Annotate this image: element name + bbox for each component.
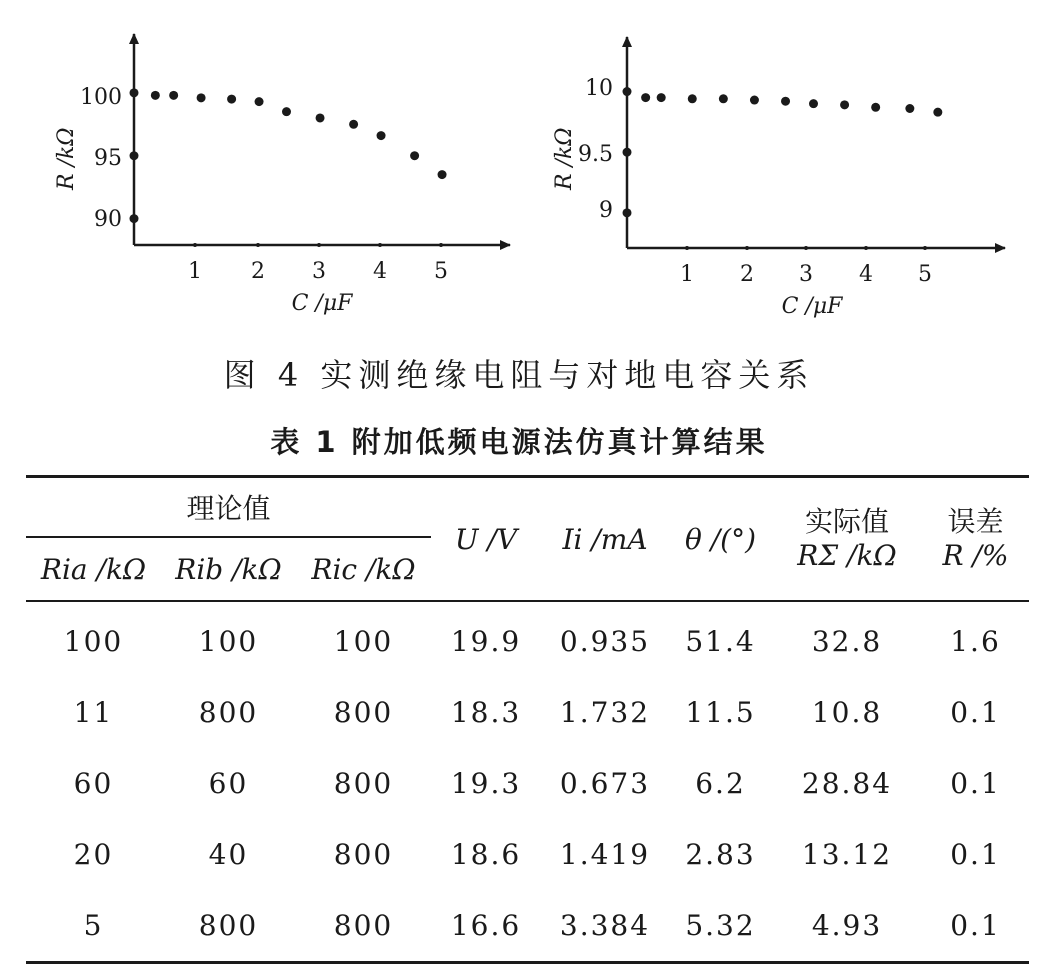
right-chart-y-axis-point xyxy=(623,148,632,157)
right-chart-xlabel: C /μF xyxy=(781,294,843,319)
left-chart-data-point xyxy=(255,97,264,106)
left-chart-data-point xyxy=(349,120,358,129)
table-row xyxy=(26,819,1029,890)
right-chart-x-tick-mark xyxy=(685,246,689,250)
left-chart-y-axis-point xyxy=(130,88,139,97)
header-actual-line1: 实际值 xyxy=(804,505,889,538)
left-chart-x-tick-mark xyxy=(378,243,382,247)
header-ria: Ria /kΩ xyxy=(26,537,161,601)
table-row xyxy=(26,601,1029,677)
right-chart-xtick-1: 1 xyxy=(680,262,694,287)
left-chart-y-axis-point xyxy=(130,151,139,160)
right-chart-data-point xyxy=(781,97,790,106)
table-cell: 0.1 xyxy=(950,767,1001,800)
table-cell: 19.9 xyxy=(450,625,522,658)
left-chart-data-point xyxy=(316,113,325,122)
left-chart-ytick-90: 90 xyxy=(94,207,122,232)
table-cell: 800 xyxy=(333,696,394,729)
header-ric: Ric /kΩ xyxy=(296,537,431,601)
table-cell: 60 xyxy=(208,767,249,800)
table-cell: 40 xyxy=(208,838,249,871)
left-chart-data-point xyxy=(282,107,291,116)
table-cell: 2.83 xyxy=(685,838,756,871)
table-title: 表 1 附加低频电源法仿真计算结果 xyxy=(270,425,768,459)
left-chart-data-point xyxy=(169,91,178,100)
left-chart-xtick-5: 5 xyxy=(434,259,448,284)
table-cell: 1.6 xyxy=(950,625,1001,658)
right-chart-xtick-5: 5 xyxy=(918,262,932,287)
left-chart-ytick-100: 100 xyxy=(80,85,122,110)
table-cell: 0.1 xyxy=(950,696,1001,729)
table-cell: 1.419 xyxy=(559,838,651,871)
header-error xyxy=(922,477,1029,602)
left-chart-xlabel: C /μF xyxy=(291,291,353,316)
left-chart-ylabel: R /kΩ xyxy=(54,127,79,190)
right-chart-data-point xyxy=(905,104,914,113)
figure-4-charts xyxy=(0,0,1038,345)
table-cell: 28.84 xyxy=(801,767,893,800)
table-cell: 4.93 xyxy=(811,909,883,942)
right-chart-x-tick-mark xyxy=(923,246,927,250)
header-error-line2: R /% xyxy=(942,539,1009,572)
table-row xyxy=(26,748,1029,819)
right-chart xyxy=(552,37,1005,319)
table-cell: 800 xyxy=(333,838,394,871)
header-voltage: U /V xyxy=(431,477,541,602)
right-chart-x-tick-mark xyxy=(864,246,868,250)
header-angle: θ /(°) xyxy=(669,477,772,602)
left-chart-points xyxy=(130,88,447,247)
right-chart-data-point xyxy=(871,103,880,112)
left-chart-xtick-3: 3 xyxy=(312,259,326,284)
right-chart-data-point xyxy=(657,93,666,102)
header-error-line1: 误差 xyxy=(947,505,1004,538)
table-cell: 5 xyxy=(83,909,104,942)
table-cell: 6.2 xyxy=(695,767,746,800)
right-chart-xtick-4: 4 xyxy=(859,262,873,287)
right-chart-y-axis-point xyxy=(623,87,632,96)
right-chart-points xyxy=(623,87,943,250)
left-chart-xtick-2: 2 xyxy=(251,259,265,284)
table-cell: 0.935 xyxy=(559,625,651,658)
table-cell: 18.3 xyxy=(450,696,522,729)
header-current: Ii /mA xyxy=(541,477,669,602)
right-chart-data-point xyxy=(719,94,728,103)
left-chart-data-point xyxy=(410,151,419,160)
table-cell: 10.8 xyxy=(811,696,883,729)
right-chart-data-point xyxy=(641,93,650,102)
right-chart-xtick-2: 2 xyxy=(740,262,754,287)
table-cell: 51.4 xyxy=(685,625,756,658)
right-chart-x-tick-mark xyxy=(745,246,749,250)
left-chart xyxy=(54,34,510,316)
table-cell: 20 xyxy=(73,838,114,871)
theory-group-header: 理论值 xyxy=(26,477,431,538)
right-chart-xtick-3: 3 xyxy=(799,262,813,287)
table-cell: 0.1 xyxy=(950,909,1001,942)
left-chart-x-tick-mark xyxy=(256,243,260,247)
left-chart-ytick-95: 95 xyxy=(94,146,122,171)
right-chart-y-axis-point xyxy=(623,208,632,217)
table-row xyxy=(26,677,1029,748)
table-cell: 11 xyxy=(73,696,114,729)
table-cell: 11.5 xyxy=(685,696,756,729)
table-cell: 100 xyxy=(63,625,124,658)
right-chart-data-point xyxy=(750,96,759,105)
header-actual xyxy=(772,477,922,602)
left-chart-data-point xyxy=(197,93,206,102)
table-cell: 3.384 xyxy=(559,909,651,942)
left-chart-data-point xyxy=(438,170,447,179)
figure-caption: 图 4 实测绝缘电阻与对地电容关系 xyxy=(223,356,815,394)
table-cell: 19.3 xyxy=(450,767,522,800)
table-cell: 5.32 xyxy=(685,909,756,942)
table-row xyxy=(26,890,1029,963)
right-chart-ytick-10: 10 xyxy=(585,76,613,101)
table-cell: 800 xyxy=(333,909,394,942)
left-chart-data-point xyxy=(377,131,386,140)
header-actual-line2: RΣ /kΩ xyxy=(797,539,897,572)
right-chart-data-point xyxy=(809,99,818,108)
table-cell: 16.6 xyxy=(450,909,522,942)
left-chart-xtick-1: 1 xyxy=(188,259,202,284)
left-chart-y-axis-point xyxy=(130,214,139,223)
table-cell: 0.673 xyxy=(559,767,651,800)
table-cell: 100 xyxy=(198,625,259,658)
right-chart-x-tick-mark xyxy=(804,246,808,250)
table-cell: 800 xyxy=(333,767,394,800)
left-chart-xtick-4: 4 xyxy=(373,259,387,284)
table-cell: 32.8 xyxy=(811,625,883,658)
right-chart-data-point xyxy=(688,94,697,103)
table-cell: 13.12 xyxy=(801,838,893,871)
table-cell: 800 xyxy=(198,909,259,942)
table-cell: 100 xyxy=(333,625,394,658)
right-chart-data-point xyxy=(840,100,849,109)
table-cell: 1.732 xyxy=(559,696,651,729)
left-chart-x-tick-mark xyxy=(439,243,443,247)
table-cell: 18.6 xyxy=(450,838,522,871)
left-chart-x-tick-mark xyxy=(317,243,321,247)
results-table xyxy=(26,475,1029,964)
right-chart-ytick-9: 9 xyxy=(599,198,613,223)
right-chart-data-point xyxy=(933,108,942,117)
header-rib: Rib /kΩ xyxy=(161,537,296,601)
left-chart-data-point xyxy=(151,91,160,100)
table-cell: 60 xyxy=(73,767,114,800)
left-chart-data-point xyxy=(227,95,236,104)
table-cell: 0.1 xyxy=(950,838,1001,871)
table-cell: 800 xyxy=(198,696,259,729)
right-chart-ylabel: R /kΩ xyxy=(552,127,577,190)
left-chart-x-tick-mark xyxy=(193,243,197,247)
right-chart-ytick-9.5: 9.5 xyxy=(578,142,613,167)
